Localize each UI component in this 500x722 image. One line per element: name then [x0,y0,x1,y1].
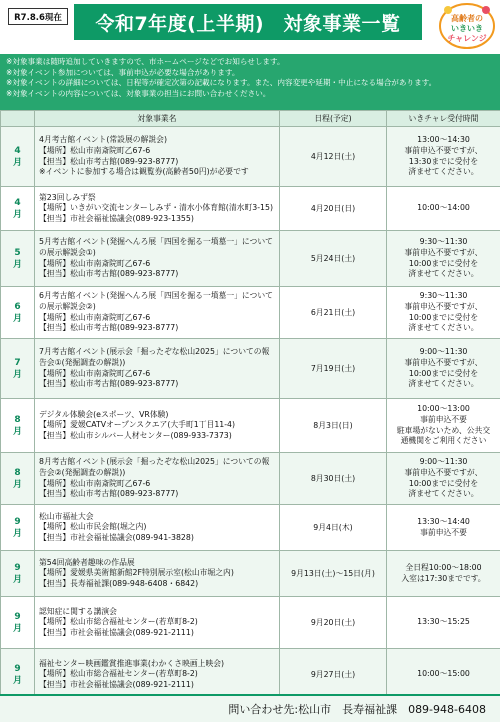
month-char: 月 [12,259,22,270]
ikichare-text-line: 13:30までに受付を [408,156,479,166]
ikichare-text-line: 13:30～14:40 [417,516,470,526]
schedule-cell: 4月20日(日) [280,187,387,231]
month-cell [1,597,35,649]
event-text-line: 松山市福祉大会 [39,511,94,521]
month-char: 月 [12,157,22,168]
month-cell [1,287,35,339]
month-cell [1,231,35,287]
event-text-line: 【場所】愛媛県美術館新館2F特別展示室(松山市堀之内) [39,568,234,578]
notice-line: ※対象イベント参加については、事前申込が必要な場合があります。 [6,67,240,77]
event-text-line: 【担当】市社会福祉協議会(089-923-1355) [39,213,194,223]
event-cell [35,649,280,701]
column-header-event: 対象事業名 [35,111,280,127]
month-char: 9 [14,663,21,674]
column-header-ikichare: いきチャレ受付時間 [387,111,500,127]
month-cell [1,505,35,551]
month-char: 4 [14,197,21,208]
event-text-line: 【担当】松山市考古館(089-923-8777) [39,323,179,333]
event-text-line: 【担当】長寿福祉課(089-948-6408・6842) [39,578,199,588]
ikichare-text-line: 通機関をご利用ください [400,436,487,446]
month-char: 8 [14,414,21,425]
table-row [1,551,500,597]
event-text-line: デジタル体験会(eスポーツ、VR体験) [39,409,169,419]
table-row [1,339,500,399]
ikichare-cell [387,551,500,597]
event-text-line: 6月考古館イベント(発掘へんろ展「四国を掘る一墳墓一」についての展示解説会②) [39,291,273,311]
event-text-line: 【担当】松山市考古館(089-923-8777) [39,269,179,279]
ikichare-text-line: 済ませてください。 [408,489,479,499]
svg-text:いきいき: いきいき [451,24,483,33]
month-char: 月 [12,209,22,220]
ikichare-text-line: 事前申込不要ですが、 [404,145,483,155]
ikichare-text-line: 事前申込不要 [420,527,467,537]
event-cell [35,339,280,399]
ikichare-text-line: 済ませてください。 [408,269,479,279]
month-cell [1,453,35,505]
month-cell [1,339,35,399]
table-row [1,187,500,231]
event-text-line: 【場所】松山市南斎院町乙67-6 [39,478,151,488]
contact-footer: 問い合わせ先:松山市 長寿福祉課 089-948-6408 [0,694,500,722]
event-text-line: 【場所】いきがい交流センターしみず・清水小体育館(清水町3-15) [39,203,273,213]
event-text-line: 4月考古館イベント(常設展の解説会) [39,135,167,145]
event-cell [35,597,280,649]
ikichare-text-line: 済ませてください。 [408,379,479,389]
ikichare-text-line: 済ませてください。 [408,323,479,333]
notice-line: ※対象イベントの内容については、対象事業の担当にお問い合わせください。 [6,88,271,98]
month-char: 月 [12,675,22,686]
event-text-line: 【担当】市社会福祉協議会(089-941-3828) [39,532,194,542]
event-cell [35,287,280,339]
month-cell [1,649,35,701]
event-rows [1,127,500,701]
ikichare-cell [387,127,500,187]
event-cell [35,399,280,453]
table-row [1,127,500,187]
month-cell [1,551,35,597]
schedule-cell: 6月21日(土) [280,287,387,339]
svg-text:チャレンジ: チャレンジ [447,34,487,43]
month-char: 9 [14,611,21,622]
event-text-line: 第23回しみず祭 [39,192,96,202]
table-row [1,287,500,339]
event-cell [35,127,280,187]
ikichare-text-line: 10:00～15:00 [417,669,470,679]
table-row [1,231,500,287]
event-text-line: 【場所】松山市南斎院町乙67-6 [39,368,151,378]
event-text-line: 【場所】松山市南斎院町乙67-6 [39,258,151,268]
ikichare-cell [387,399,500,453]
ikichare-logo-icon [438,2,496,50]
month-char: 7 [14,357,21,368]
month-char: 月 [12,426,22,437]
ikichare-cell [387,649,500,701]
ikichare-text-line: 13:30～15:25 [417,617,470,627]
table-row [1,453,500,505]
ikichare-text-line: 済ませてください。 [408,167,479,177]
month-char: 月 [12,528,22,539]
month-char: 8 [14,467,21,478]
month-char: 9 [14,516,21,527]
notice-box [0,54,500,110]
event-text-line: 福祉センター映画鑑賞推進事業(わかくさ映画上映会) [39,658,225,668]
ikichare-text-line: 入室は17:30までです。 [401,573,486,583]
event-text-line: 【場所】松山市南斎院町乙67-6 [39,145,151,155]
event-text-line: 【担当】松山市シルバー人材センター(089-933-7373) [39,430,232,440]
page-title: 令和7年度(上半期) 対象事業一覧 [74,4,422,40]
header [0,0,500,52]
ikichare-text-line: 10:00までに受付を [408,368,479,378]
schedule-cell: 8月3日(日) [280,399,387,453]
ikichare-cell [387,187,500,231]
ikichare-text-line: 10:00～13:00 [417,404,470,414]
notice-line: ※対象イベントの詳細については、日程等が確定次第の記載になります。また、内容変更や延期・中止になる場合があります。 [6,78,437,88]
month-char: 月 [12,574,22,585]
month-char: 月 [12,369,22,380]
ikichare-text-line: 10:00までに受付を [408,258,479,268]
table-row [1,505,500,551]
month-cell [1,187,35,231]
ikichare-text-line: 13:00～14:30 [417,135,470,145]
schedule-cell: 9月27日(土) [280,649,387,701]
schedule-cell: 9月4日(木) [280,505,387,551]
ikichare-text-line: 9:30～11:30 [419,237,468,247]
event-text-line: 8月考古館イベント(展示会「掘ったぞな松山2025」についての報告会②(発掘調査の解説)) [39,457,270,477]
event-text-line: 【場所】松山市南斎院町乙67-6 [39,312,151,322]
ikichare-text-line: 事前申込不要ですが、 [404,467,483,477]
notice-line: ※対象事業は随時追加していきますので、市ホームページなどでお知らせします。 [6,57,285,66]
schedule-cell: 8月30日(土) [280,453,387,505]
ikichare-text-line: 9:00～11:30 [419,457,468,467]
column-header-month [1,111,35,127]
ikichare-cell [387,597,500,649]
table-row [1,649,500,701]
month-char: 月 [12,623,22,634]
table-row [1,399,500,453]
ikichare-cell [387,231,500,287]
ikichare-text-line: 駐車場がないため、公共交 [396,425,491,435]
ikichare-text-line: 全日程10:00～18:00 [405,562,482,572]
event-cell [35,551,280,597]
month-char: 6 [14,301,21,312]
schedule-cell: 9月20日(土) [280,597,387,649]
event-cell [35,187,280,231]
month-cell [1,399,35,453]
svg-text:高齢者の: 高齢者の [451,14,483,23]
event-text-line: 【担当】松山市考古館(089-923-8777) [39,489,179,499]
event-text-line: 5月考古館イベント(発掘へんろ展「四国を掘る一墳墓一」についての展示解説会①) [39,237,273,257]
event-cell [35,231,280,287]
event-text-line: 【場所】松山市総合福祉センター(若草町8-2) [39,669,198,679]
as-of-date-badge: R7.8.6現在 [8,8,68,25]
schedule-cell: 4月12日(土) [280,127,387,187]
ikichare-text-line: 10:00までに受付を [408,478,479,488]
ikichare-cell [387,505,500,551]
table-header-row [1,111,500,127]
ikichare-text-line: 10:00～14:00 [417,203,470,213]
month-cell [1,127,35,187]
schedule-cell: 9月13日(土)～15日(月) [280,551,387,597]
event-text-line: 7月考古館イベント(展示会「掘ったぞな松山2025」についての報告会①(発掘調査の解説)) [39,347,270,367]
schedule-cell: 5月24日(土) [280,231,387,287]
column-header-schedule: 日程(予定) [280,111,387,127]
month-char: 月 [12,479,22,490]
event-cell [35,453,280,505]
ikichare-text-line: 事前申込不要ですが、 [404,301,483,311]
ikichare-cell [387,453,500,505]
month-char: 9 [14,562,21,573]
ikichare-cell [387,287,500,339]
month-char: 5 [14,247,21,258]
event-text-line: 【担当】市社会福祉協議会(089-921-2111) [39,679,194,689]
ikichare-text-line: 事前申込不要ですが、 [404,247,483,257]
schedule-cell: 7月19日(土) [280,339,387,399]
event-text-line: 【担当】市社会福祉協議会(089-921-2111) [39,627,194,637]
event-text-line: ※イベントに参加する場合は観覧券(高齢者50円)が必要です [39,167,249,177]
table-row [1,597,500,649]
ikichare-cell [387,339,500,399]
ikichare-text-line: 9:30～11:30 [419,291,468,301]
event-cell [35,505,280,551]
event-text-line: 【担当】松山市考古館(089-923-8777) [39,379,179,389]
ikichare-text-line: 9:00～11:30 [419,347,468,357]
event-text-line: 【場所】松山市民会館(堀之内) [39,522,147,532]
month-char: 4 [14,145,21,156]
event-text-line: 【担当】松山市考古館(089-923-8777) [39,156,179,166]
events-table [0,110,500,701]
event-text-line: 【場所】愛媛CATVオープンスクエア(大手町1丁目11-4) [39,420,236,430]
event-text-line: 第54回高齢者趣味の作品展 [39,557,135,567]
month-char: 月 [12,313,22,324]
ikichare-text-line: 事前申込不要 [420,414,467,424]
ikichare-text-line: 10:00までに受付を [408,312,479,322]
ikichare-text-line: 事前申込不要ですが、 [404,357,483,367]
event-text-line: 【場所】松山市総合福祉センター(若草町8-2) [39,617,198,627]
event-text-line: 認知症に関する講演会 [39,606,117,616]
